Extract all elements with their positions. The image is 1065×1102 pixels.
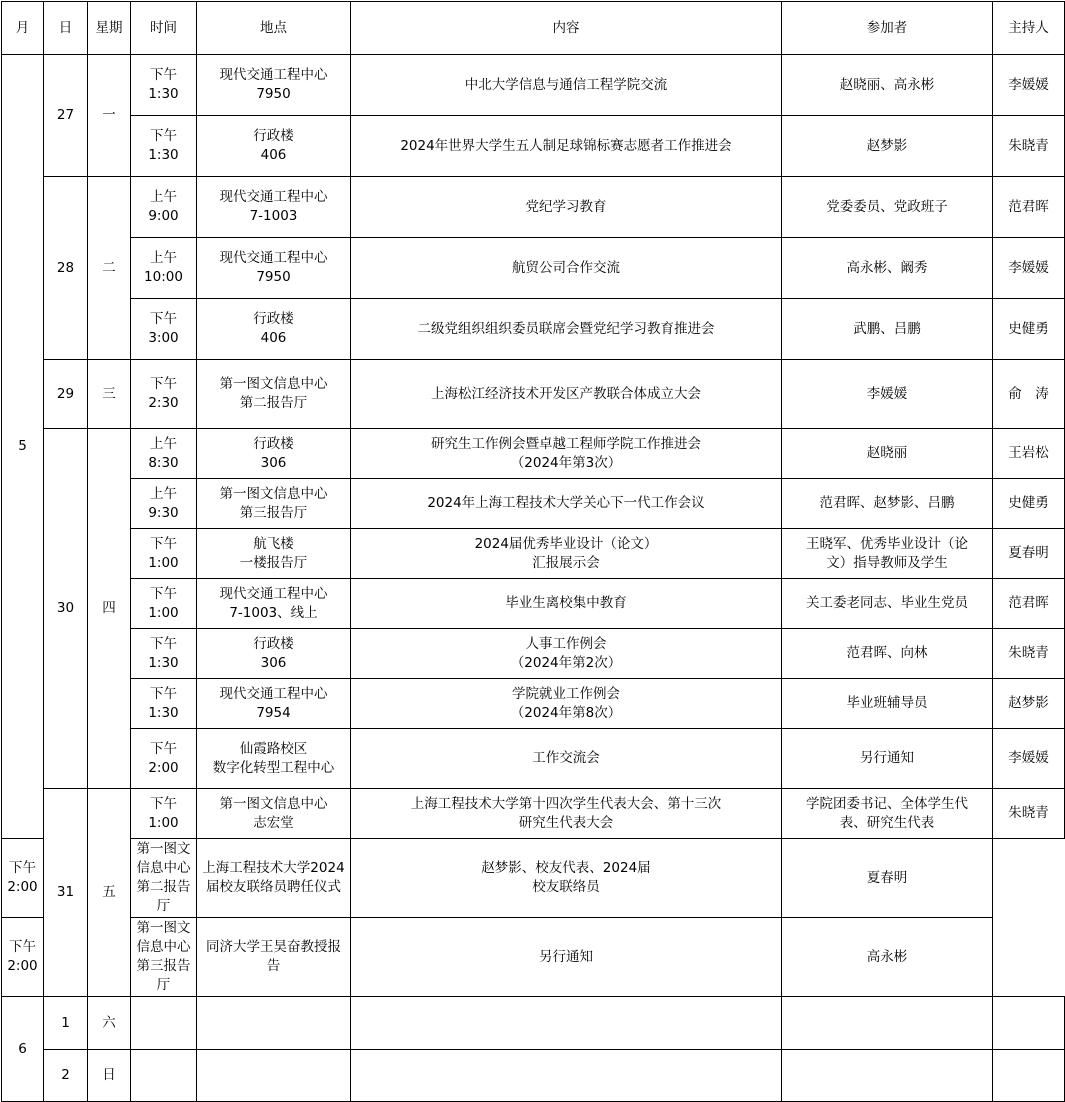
table-row <box>2 177 1065 238</box>
location-cell: 第一图文信息中心 第二报告厅 <box>131 839 197 918</box>
weekday-cell: 六 <box>88 997 131 1050</box>
table-row <box>2 839 1065 918</box>
table-row <box>2 55 1065 116</box>
month-cell: 6 <box>2 997 44 1102</box>
host-cell: 俞 涛 <box>993 360 1065 429</box>
location-cell: 现代交通工程中心 7950 <box>197 55 351 116</box>
table-row <box>2 116 1065 177</box>
time-cell: 上午 9:00 <box>131 177 197 238</box>
location-cell: 第一图文信息中心 第三报告厅 <box>197 479 351 529</box>
location-cell: 现代交通工程中心 7-1003 <box>197 177 351 238</box>
day-cell: 30 <box>44 429 88 789</box>
header-content: 内容 <box>351 2 782 55</box>
host-cell: 王岩松 <box>993 429 1065 479</box>
host-cell: 史健勇 <box>993 299 1065 360</box>
host-cell: 范君晖 <box>993 177 1065 238</box>
content-cell: 人事工作例会 （2024年第2次） <box>351 629 782 679</box>
table-row <box>2 918 1065 997</box>
participants-cell: 范君晖、赵梦影、吕鹏 <box>782 479 993 529</box>
host-cell: 李媛媛 <box>993 55 1065 116</box>
content-cell: 2024届优秀毕业设计（论文） 汇报展示会 <box>351 529 782 579</box>
participants-cell: 赵梦影 <box>782 116 993 177</box>
header-location: 地点 <box>197 2 351 55</box>
day-cell: 1 <box>44 997 88 1050</box>
weekday-cell: 二 <box>88 177 131 360</box>
month-cell: 5 <box>2 55 44 839</box>
schedule-table <box>1 1 1065 1102</box>
weekday-cell: 五 <box>88 789 131 997</box>
content-cell <box>351 997 782 1050</box>
table-row <box>2 1050 1065 1102</box>
host-cell <box>993 1050 1065 1102</box>
header-day: 日 <box>44 2 88 55</box>
location-cell <box>197 997 351 1050</box>
time-cell <box>131 997 197 1050</box>
day-cell: 27 <box>44 55 88 177</box>
participants-cell: 李媛媛 <box>782 360 993 429</box>
host-cell: 赵梦影 <box>993 679 1065 729</box>
participants-cell: 赵晓丽、高永彬 <box>782 55 993 116</box>
content-cell <box>351 1050 782 1102</box>
day-cell: 2 <box>44 1050 88 1102</box>
day-cell: 29 <box>44 360 88 429</box>
location-cell: 第一图文信息中心 第二报告厅 <box>197 360 351 429</box>
host-cell: 朱晓青 <box>993 789 1065 839</box>
content-cell: 上海工程技术大学第十四次学生代表大会、第十三次 研究生代表大会 <box>351 789 782 839</box>
participants-cell <box>782 1050 993 1102</box>
content-cell: 学院就业工作例会 （2024年第8次） <box>351 679 782 729</box>
participants-cell: 赵梦影、校友代表、2024届 校友联络员 <box>351 839 782 918</box>
header-row <box>2 2 1065 55</box>
day-cell: 31 <box>44 789 88 997</box>
table-row <box>2 479 1065 529</box>
weekday-cell: 一 <box>88 55 131 177</box>
host-cell: 朱晓青 <box>993 116 1065 177</box>
participants-cell: 学院团委书记、全体学生代 表、研究生代表 <box>782 789 993 839</box>
participants-cell: 关工委老同志、毕业生党员 <box>782 579 993 629</box>
location-cell <box>197 1050 351 1102</box>
participants-cell <box>782 997 993 1050</box>
table-row <box>2 679 1065 729</box>
table-row <box>2 729 1065 789</box>
header-weekday: 星期 <box>88 2 131 55</box>
header-month: 月 <box>2 2 44 55</box>
host-cell: 史健勇 <box>993 479 1065 529</box>
time-cell: 下午 1:30 <box>131 55 197 116</box>
location-cell: 行政楼 306 <box>197 429 351 479</box>
participants-cell: 党委委员、党政班子 <box>782 177 993 238</box>
content-cell: 上海松江经济技术开发区产教联合体成立大会 <box>351 360 782 429</box>
content-cell: 上海工程技术大学2024届校友联络员聘任仪式 <box>197 839 351 918</box>
location-cell: 航飞楼 一楼报告厅 <box>197 529 351 579</box>
participants-cell: 另行通知 <box>351 918 782 997</box>
host-cell: 李媛媛 <box>993 729 1065 789</box>
time-cell: 上午 10:00 <box>131 238 197 299</box>
time-cell: 下午 1:30 <box>131 629 197 679</box>
participants-cell: 武鹏、吕鹏 <box>782 299 993 360</box>
participants-cell: 赵晓丽 <box>782 429 993 479</box>
content-cell: 2024年上海工程技术大学关心下一代工作会议 <box>351 479 782 529</box>
header-participants: 参加者 <box>782 2 993 55</box>
time-cell: 下午 1:00 <box>131 579 197 629</box>
day-cell: 28 <box>44 177 88 360</box>
host-cell: 夏春明 <box>782 839 993 918</box>
participants-cell: 毕业班辅导员 <box>782 679 993 729</box>
table-row <box>2 529 1065 579</box>
content-cell: 工作交流会 <box>351 729 782 789</box>
time-cell: 上午 9:30 <box>131 479 197 529</box>
content-cell: 毕业生离校集中教育 <box>351 579 782 629</box>
table-row <box>2 579 1065 629</box>
table-row <box>2 299 1065 360</box>
table-row <box>2 629 1065 679</box>
content-cell: 研究生工作例会暨卓越工程师学院工作推进会 （2024年第3次） <box>351 429 782 479</box>
table-row <box>2 997 1065 1050</box>
content-cell: 二级党组织组织委员联席会暨党纪学习教育推进会 <box>351 299 782 360</box>
location-cell: 仙霞路校区 数字化转型工程中心 <box>197 729 351 789</box>
time-cell: 下午 2:30 <box>131 360 197 429</box>
location-cell: 现代交通工程中心 7950 <box>197 238 351 299</box>
table-row <box>2 238 1065 299</box>
content-cell: 航贸公司合作交流 <box>351 238 782 299</box>
participants-cell: 另行通知 <box>782 729 993 789</box>
content-cell: 2024年世界大学生五人制足球锦标赛志愿者工作推进会 <box>351 116 782 177</box>
location-cell: 行政楼 406 <box>197 116 351 177</box>
location-cell: 现代交通工程中心 7954 <box>197 679 351 729</box>
time-cell: 下午 3:00 <box>131 299 197 360</box>
header-time: 时间 <box>131 2 197 55</box>
host-cell: 李媛媛 <box>993 238 1065 299</box>
time-cell: 上午 8:30 <box>131 429 197 479</box>
content-cell: 党纪学习教育 <box>351 177 782 238</box>
table-row <box>2 360 1065 429</box>
time-cell: 下午 1:00 <box>131 529 197 579</box>
participants-cell: 高永彬、阚秀 <box>782 238 993 299</box>
content-cell: 同济大学王昊奋教授报告 <box>197 918 351 997</box>
location-cell: 现代交通工程中心 7-1003、线上 <box>197 579 351 629</box>
location-cell: 第一图文信息中心 第三报告厅 <box>131 918 197 997</box>
time-cell: 下午 2:00 <box>2 918 44 997</box>
host-cell: 高永彬 <box>782 918 993 997</box>
table-row <box>2 789 1065 839</box>
time-cell: 下午 1:30 <box>131 679 197 729</box>
participants-cell: 范君晖、向林 <box>782 629 993 679</box>
location-cell: 行政楼 306 <box>197 629 351 679</box>
host-cell: 朱晓青 <box>993 629 1065 679</box>
weekday-cell: 日 <box>88 1050 131 1102</box>
location-cell: 行政楼 406 <box>197 299 351 360</box>
host-cell <box>993 997 1065 1050</box>
host-cell: 范君晖 <box>993 579 1065 629</box>
content-cell: 中北大学信息与通信工程学院交流 <box>351 55 782 116</box>
time-cell <box>131 1050 197 1102</box>
location-cell: 第一图文信息中心 志宏堂 <box>197 789 351 839</box>
time-cell: 下午 2:00 <box>131 729 197 789</box>
header-host: 主持人 <box>993 2 1065 55</box>
weekday-cell: 三 <box>88 360 131 429</box>
time-cell: 下午 2:00 <box>2 839 44 918</box>
participants-cell: 王晓军、优秀毕业设计（论 文）指导教师及学生 <box>782 529 993 579</box>
host-cell: 夏春明 <box>993 529 1065 579</box>
weekday-cell: 四 <box>88 429 131 789</box>
time-cell: 下午 1:30 <box>131 116 197 177</box>
table-row <box>2 429 1065 479</box>
time-cell: 下午 1:00 <box>131 789 197 839</box>
